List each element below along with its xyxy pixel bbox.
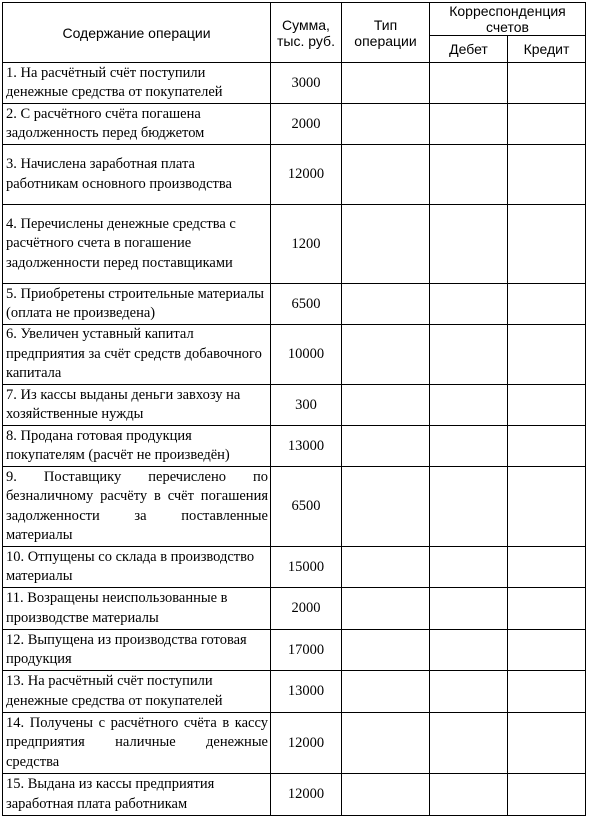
operation-type-cell xyxy=(342,325,430,385)
operation-description: 6. Увеличен уставный капитал предприятия за счёт средств добавочного капитала xyxy=(3,325,271,385)
operation-type-cell xyxy=(342,104,430,145)
debit-cell xyxy=(430,63,508,104)
debit-cell xyxy=(430,145,508,205)
debit-cell xyxy=(430,547,508,588)
debit-cell xyxy=(430,385,508,426)
operation-type-cell xyxy=(342,284,430,325)
operation-description: 7. Из кассы выданы деньги завхозу на хозяйственные нужды xyxy=(3,385,271,426)
operation-description: 1. На расчётный счёт поступили денежные средства от покупателей xyxy=(3,63,271,104)
header-amount: Сумма, тыс. руб. xyxy=(271,3,342,63)
operation-description: 2. С расчётного счёта погашена задолженность перед бюджетом xyxy=(3,104,271,145)
table-row xyxy=(3,426,586,467)
credit-cell xyxy=(508,588,586,630)
operation-description: 13. На расчётный счёт поступили денежные средства от покупателей xyxy=(3,671,271,713)
operation-description: 8. Продана готовая продукция покупателям (расчёт не произведён) xyxy=(3,426,271,467)
credit-cell xyxy=(508,284,586,325)
operation-amount: 3000 xyxy=(271,63,342,104)
operation-amount: 300 xyxy=(271,385,342,426)
credit-cell xyxy=(508,630,586,671)
operation-type-cell xyxy=(342,774,430,816)
header-description: Содержание операции xyxy=(3,3,271,63)
header-debit: Дебет xyxy=(430,36,508,63)
table-row xyxy=(3,713,586,774)
operation-amount: 17000 xyxy=(271,630,342,671)
operation-amount: 2000 xyxy=(271,104,342,145)
operation-description: 5. Приобретены строительные материалы (оплата не произведена) xyxy=(3,284,271,325)
table-row xyxy=(3,385,586,426)
operation-type-cell xyxy=(342,385,430,426)
credit-cell xyxy=(508,104,586,145)
operation-amount: 12000 xyxy=(271,145,342,205)
operation-amount: 1200 xyxy=(271,205,342,284)
operation-description: 10. Отпущены со склада в производство материалы xyxy=(3,547,271,588)
credit-cell xyxy=(508,63,586,104)
operation-amount: 12000 xyxy=(271,774,342,816)
table-row xyxy=(3,547,586,588)
table-row xyxy=(3,145,586,205)
operation-description: 14. Получены с расчётного счёта в кассу предприятия наличные денежные средства xyxy=(3,713,271,774)
debit-cell xyxy=(430,104,508,145)
header-correspondence: Корреспонденция счетов xyxy=(430,3,586,36)
operation-description: 15. Выдана из кассы предприятия заработная плата работникам xyxy=(3,774,271,816)
credit-cell xyxy=(508,467,586,547)
debit-cell xyxy=(430,671,508,713)
credit-cell xyxy=(508,774,586,816)
operation-amount: 6500 xyxy=(271,284,342,325)
credit-cell xyxy=(508,325,586,385)
operation-amount: 15000 xyxy=(271,547,342,588)
table-row xyxy=(3,630,586,671)
header-credit: Кредит xyxy=(508,36,586,63)
debit-cell xyxy=(430,774,508,816)
operation-amount: 10000 xyxy=(271,325,342,385)
debit-cell xyxy=(430,325,508,385)
operation-type-cell xyxy=(342,426,430,467)
debit-cell xyxy=(430,630,508,671)
operation-amount: 6500 xyxy=(271,467,342,547)
operation-description: 4. Перечислены денежные средства с расчётного счета в погашение задолженности перед поставщиками xyxy=(3,205,271,284)
credit-cell xyxy=(508,426,586,467)
table-row xyxy=(3,104,586,145)
operation-type-cell xyxy=(342,630,430,671)
operation-amount: 12000 xyxy=(271,713,342,774)
credit-cell xyxy=(508,385,586,426)
table-row xyxy=(3,63,586,104)
debit-cell xyxy=(430,284,508,325)
table-row xyxy=(3,325,586,385)
operation-description: 9. Поставщику перечислено по безналичному расчёту в счёт погашения задолженности за поставленные материалы xyxy=(3,467,271,547)
operation-type-cell xyxy=(342,205,430,284)
table-row xyxy=(3,671,586,713)
credit-cell xyxy=(508,205,586,284)
operation-description: 3. Начислена заработная плата работникам основного производства xyxy=(3,145,271,205)
operation-amount: 13000 xyxy=(271,671,342,713)
table-row xyxy=(3,205,586,284)
operation-type-cell xyxy=(342,713,430,774)
header-operation-type: Тип операции xyxy=(342,3,430,63)
credit-cell xyxy=(508,145,586,205)
operation-description: 11. Возращены неиспользованные в производстве материалы xyxy=(3,588,271,630)
table-row xyxy=(3,467,586,547)
debit-cell xyxy=(430,713,508,774)
table-row xyxy=(3,284,586,325)
credit-cell xyxy=(508,547,586,588)
table-row xyxy=(3,774,586,816)
operation-type-cell xyxy=(342,145,430,205)
table-row xyxy=(3,588,586,630)
operation-type-cell xyxy=(342,63,430,104)
debit-cell xyxy=(430,588,508,630)
operation-amount: 2000 xyxy=(271,588,342,630)
operations-table xyxy=(2,2,586,816)
credit-cell xyxy=(508,671,586,713)
operation-type-cell xyxy=(342,588,430,630)
operation-type-cell xyxy=(342,467,430,547)
operation-amount: 13000 xyxy=(271,426,342,467)
operation-description: 12. Выпущена из производства готовая продукция xyxy=(3,630,271,671)
debit-cell xyxy=(430,467,508,547)
debit-cell xyxy=(430,205,508,284)
operation-type-cell xyxy=(342,671,430,713)
credit-cell xyxy=(508,713,586,774)
debit-cell xyxy=(430,426,508,467)
operation-type-cell xyxy=(342,547,430,588)
